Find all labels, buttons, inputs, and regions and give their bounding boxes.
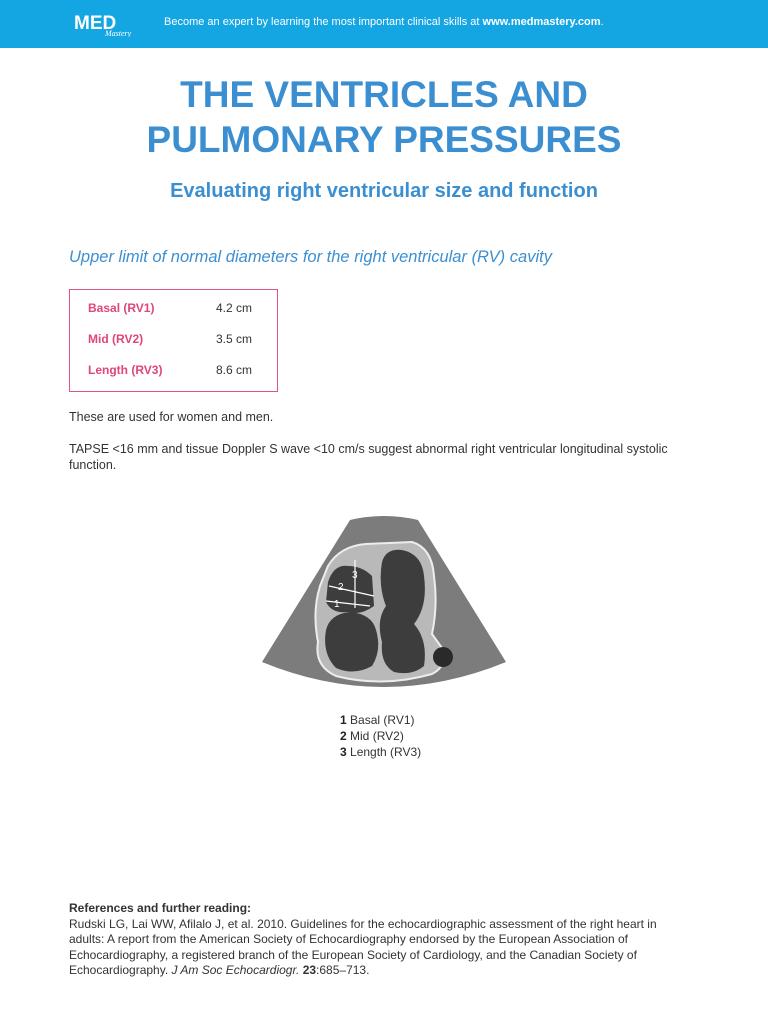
right-atrium <box>325 612 378 672</box>
caption-number: 1 <box>340 713 347 727</box>
reference-entry <box>69 917 669 979</box>
row-label: Mid (RV2) <box>88 332 144 346</box>
row-label: Length (RV3) <box>88 363 163 377</box>
row-label: Basal (RV1) <box>88 301 155 315</box>
row-value: 8.6 cm <box>216 363 253 377</box>
note-sex: These are used for women and men. <box>69 410 274 424</box>
reference-pages: :685–713. <box>316 963 370 977</box>
page-title <box>0 72 768 162</box>
note-tapse: TAPSE <16 mm and tissue Doppler S wave <10 cm/s suggest abnormal right ventricular longitudinal systolic function. <box>69 442 668 472</box>
row-value: 3.5 cm <box>216 332 253 346</box>
references-section <box>69 901 669 979</box>
caption-text: Mid (RV2) <box>346 729 404 743</box>
logo-wordmark: MED <box>74 13 117 34</box>
caption-item <box>340 712 421 728</box>
caption-text: Length (RV3) <box>346 745 422 759</box>
rv-diameter-table <box>69 289 278 392</box>
header-banner <box>0 0 768 48</box>
references-heading: References and further reading: <box>69 901 252 915</box>
medmastery-logo[interactable] <box>73 11 139 37</box>
marker-1: 1 <box>334 599 340 610</box>
reference-text: Rudski LG, Lai WW, Afilalo J, et al. 2010. Guidelines for the echocardiographic assessment of the right heart in adults: A report from the American Society of Echocardiography endorsed by the European Association of Echocardiography, a registered branch of the European Society of Cardiology, and the Canadian Society of Echocardiography. <box>69 916 657 977</box>
reference-volume: 23 <box>302 963 317 977</box>
title-line-1: THE VENTRICLES AND <box>180 74 588 115</box>
marker-3: 3 <box>352 570 358 581</box>
reference-journal: J Am Soc Echocardiogr. <box>171 963 300 977</box>
caption-number: 2 <box>340 729 347 743</box>
row-value: 4.2 cm <box>216 301 253 315</box>
descending-aorta <box>433 647 453 667</box>
marker-2: 2 <box>338 582 344 593</box>
title-line-2: PULMONARY PRESSURES <box>146 119 622 160</box>
caption-number: 3 <box>340 745 347 759</box>
figure-caption <box>340 712 421 760</box>
logo-script: Mastery <box>105 29 132 37</box>
left-ventricle-atrium <box>380 550 425 673</box>
page-subtitle: Evaluating right ventricular size and function <box>170 180 598 202</box>
caption-item <box>340 744 421 760</box>
website-link[interactable]: www.medmastery.com <box>482 16 601 28</box>
echo-four-chamber-illustration <box>262 516 506 692</box>
banner-tagline-end: . <box>600 16 604 28</box>
banner-tagline <box>164 16 604 28</box>
caption-item <box>340 728 421 744</box>
banner-tagline-text: Become an expert by learning the most important clinical skills at <box>164 16 483 28</box>
caption-text: Basal (RV1) <box>346 713 415 727</box>
section-heading: Upper limit of normal diameters for the right ventricular (RV) cavity <box>69 248 552 266</box>
